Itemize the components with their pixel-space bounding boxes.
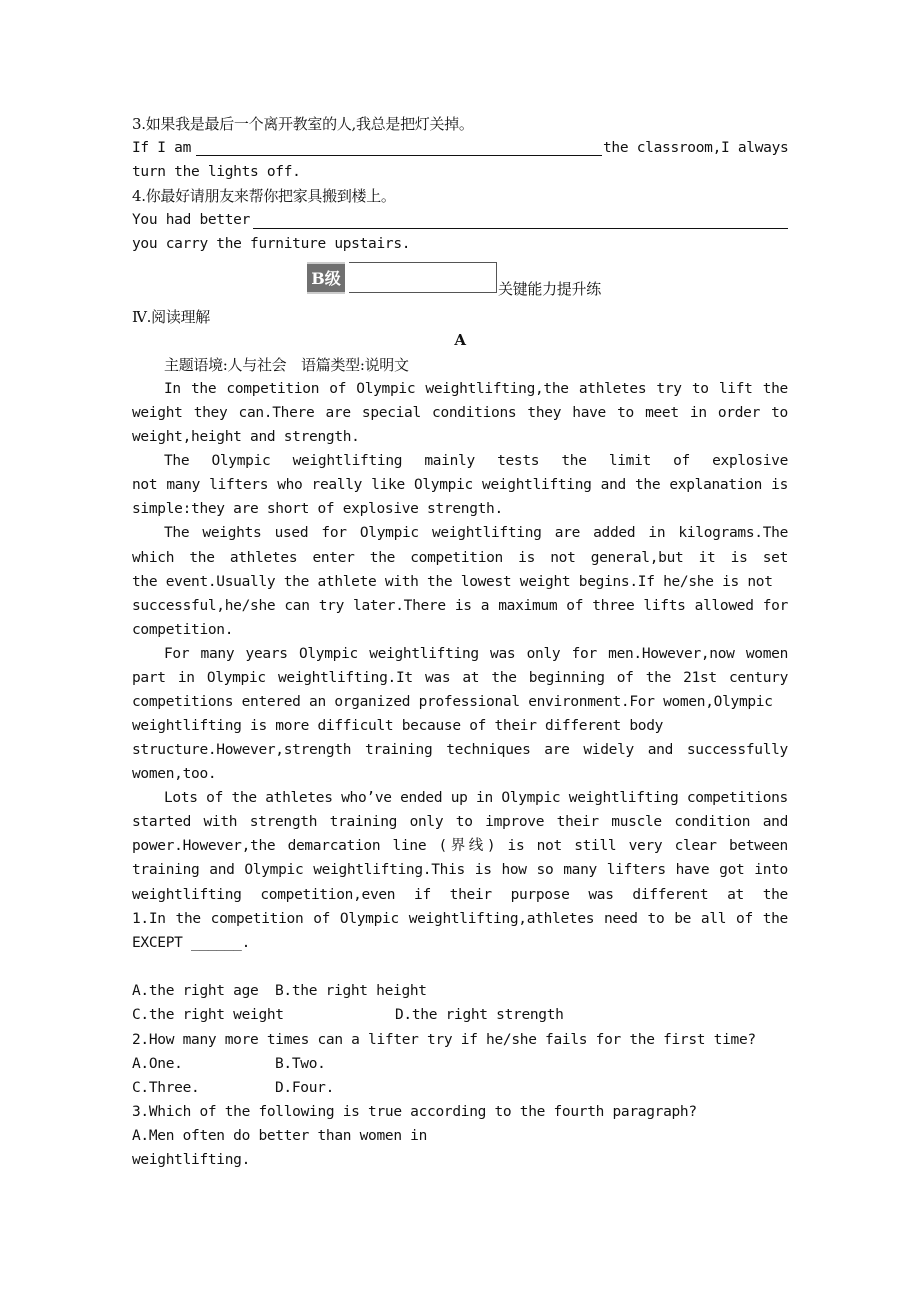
- level-badge: B级: [307, 262, 345, 294]
- passage-line: For many years Olympic weightlifting was only for men.However,now women: [164, 646, 788, 662]
- passage-line: women,too.: [132, 766, 217, 782]
- question-2: 2.How many more times can a lifter try if he/she fails for the first time?: [132, 1032, 756, 1048]
- passage-line: weightlifting is more difficult because of their different body: [132, 718, 664, 734]
- translation-q3-end: the classroom,I always: [603, 140, 789, 156]
- translation-q3-prompt: 3.如果我是最后一个离开教室的人,我总是把灯关掉。: [132, 115, 474, 133]
- option-2a[interactable]: A.One.: [132, 1056, 183, 1072]
- option-3a-line2: weightlifting.: [132, 1152, 251, 1168]
- option-1d[interactable]: D.the right strength: [395, 1007, 564, 1023]
- passage-line: successful,he/she can try later.There is a maximum of three lifts allowed for: [132, 598, 788, 614]
- translation-q4-start: You had better: [132, 212, 251, 228]
- option-1b[interactable]: B.the right height: [275, 983, 427, 999]
- option-1a[interactable]: A.the right age: [132, 983, 259, 999]
- option-3a[interactable]: A.Men often do better than women in: [132, 1128, 428, 1144]
- passage-line: weightlifting competition,even if their purpose was different at the: [132, 887, 788, 903]
- translation-q4-prompt: 4.你最好请朋友来帮你把家具搬到楼上。: [132, 187, 396, 205]
- level-title-box: [349, 262, 497, 293]
- passage-line: started with strength training only to improve their muscle condition and: [132, 814, 788, 830]
- passage-line: Lots of the athletes who’ve ended up in Olympic weightlifting competitions: [164, 790, 788, 806]
- answer-blank-q3[interactable]: [196, 155, 602, 156]
- option-1c[interactable]: C.the right weight: [132, 1007, 284, 1023]
- option-2c[interactable]: C.Three.: [132, 1080, 200, 1096]
- level-title: 关键能力提升练: [498, 280, 601, 298]
- passage-line: weight they can.There are special conditions they have to meet in order to: [132, 405, 788, 421]
- passage-line: power.However,the demarcation line (界线) is not still very clear between: [132, 838, 788, 854]
- passage-line: competition.: [132, 622, 234, 638]
- passage-line: the event.Usually the athlete with the lowest weight begins.If he/she is not: [132, 574, 773, 590]
- translation-q3-line2: turn the lights off.: [132, 164, 301, 180]
- translation-q3-start: If I am: [132, 140, 192, 156]
- option-2d[interactable]: D.Four.: [275, 1080, 335, 1096]
- passage-line: structure.However,strength training techniques are widely and successfully: [132, 742, 788, 758]
- passage-line: weight,height and strength.: [132, 429, 360, 445]
- answer-blank-q4[interactable]: [253, 228, 788, 229]
- passage-line: which the athletes enter the competition is not general,but it is set: [132, 550, 788, 566]
- passage-theme: 主题语境:人与社会 语篇类型:说明文: [164, 356, 409, 374]
- passage-line: competitions entered an organized professional environment.For women,Olympic: [132, 694, 773, 710]
- passage-line: The weights used for Olympic weightlifting are added in kilograms.The: [164, 525, 788, 541]
- passage-line: not many lifters who really like Olympic weightlifting and the explanation is: [132, 477, 788, 493]
- passage-label: A: [454, 331, 466, 349]
- passage-line: The Olympic weightlifting mainly tests the limit of explosive: [164, 453, 788, 469]
- passage-line: In the competition of Olympic weightlifting,the athletes try to lift the: [164, 381, 788, 397]
- passage-line: training and Olympic weightlifting.This is how so many lifters have got into: [132, 862, 788, 878]
- question-3: 3.Which of the following is true according to the fourth paragraph?: [132, 1104, 697, 1120]
- question-1-line2: EXCEPT ______.: [132, 935, 251, 951]
- passage-line: part in Olympic weightlifting.It was at the beginning of the 21st century: [132, 670, 788, 686]
- option-2b[interactable]: B.Two.: [275, 1056, 326, 1072]
- translation-q4-line2: you carry the furniture upstairs.: [132, 236, 411, 252]
- passage-line: simple:they are short of explosive strength.: [132, 501, 503, 517]
- question-1: 1.In the competition of Olympic weightlifting,athletes need to be all of the: [132, 911, 788, 927]
- section-heading: Ⅳ.阅读理解: [132, 308, 210, 326]
